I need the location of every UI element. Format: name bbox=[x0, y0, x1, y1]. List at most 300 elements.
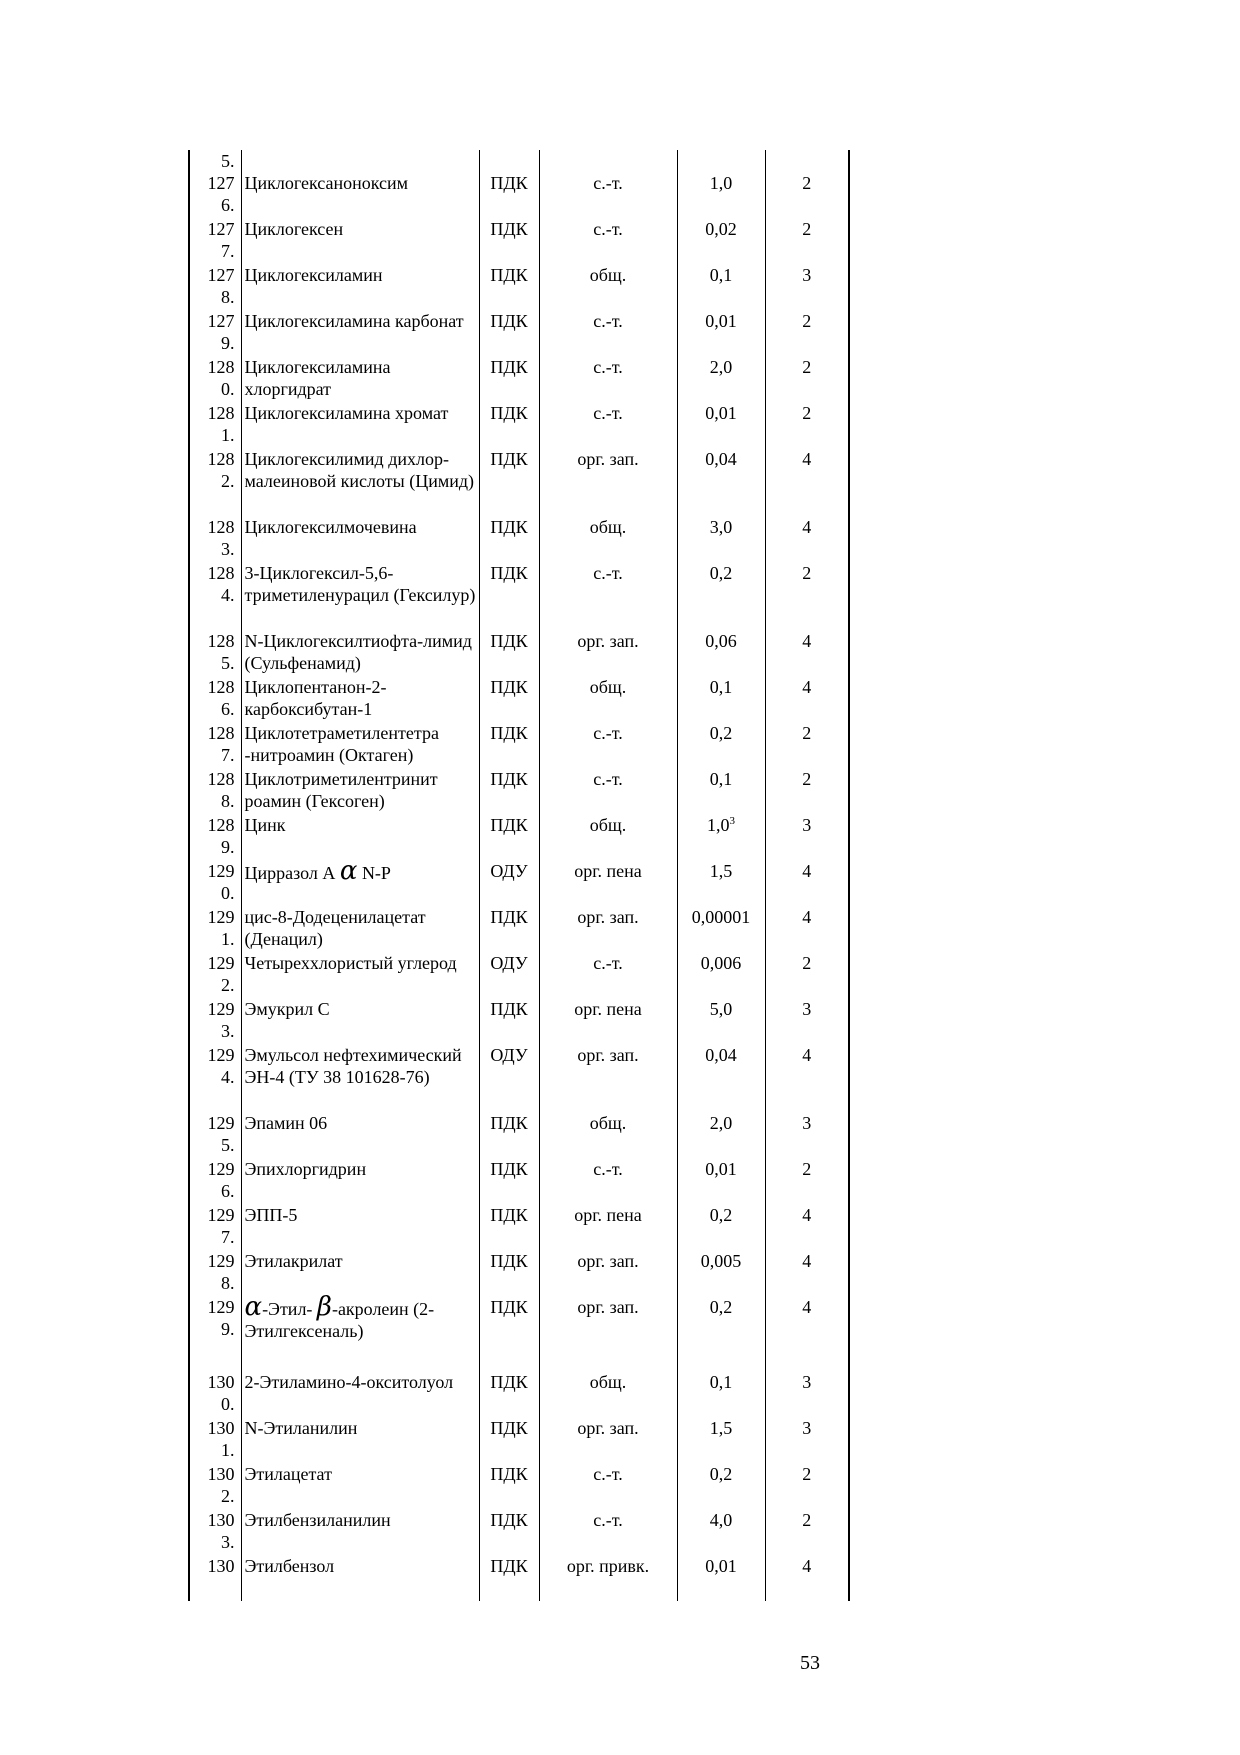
concentration-value bbox=[677, 1371, 765, 1417]
table-row bbox=[189, 998, 849, 1044]
norm-type bbox=[479, 264, 539, 310]
concentration-value-text: 0,2 bbox=[709, 1297, 733, 1317]
substance-name bbox=[241, 1250, 479, 1296]
greek-beta: β bbox=[316, 1292, 332, 1322]
table-row bbox=[189, 264, 849, 310]
substance-name bbox=[241, 310, 479, 356]
substance-name-text: 3-Циклогексил-5,6-триметиленурацил (Гексилур) bbox=[244, 563, 476, 605]
limiting-indicator bbox=[539, 1158, 677, 1204]
limiting-indicator-text: орг. зап. bbox=[577, 1418, 639, 1438]
norm-type-text: ПДК bbox=[490, 449, 528, 469]
row-number-part1: 128 bbox=[207, 403, 235, 423]
substance-name bbox=[241, 1158, 479, 1204]
row-number-cell bbox=[189, 218, 241, 264]
substance-name bbox=[241, 952, 479, 998]
substance-name bbox=[241, 1371, 479, 1417]
hazard-class-text: 4 bbox=[802, 1297, 812, 1317]
row-number-cell bbox=[189, 1555, 241, 1601]
substance-name-text: Циклогексиламин bbox=[244, 265, 383, 285]
greek-alpha: α bbox=[339, 856, 358, 886]
hazard-class-text: 4 bbox=[802, 517, 812, 537]
hazard-class-text: 2 bbox=[802, 1464, 812, 1484]
row-number-cell bbox=[189, 1417, 241, 1463]
row-number-cell bbox=[189, 722, 241, 768]
row-number-part1: 128 bbox=[207, 517, 235, 537]
substance-name bbox=[241, 856, 479, 906]
substance-name-text: Этилбензиланилин bbox=[244, 1510, 391, 1530]
table-row bbox=[189, 356, 849, 402]
norm-type bbox=[479, 356, 539, 402]
concentration-value bbox=[677, 722, 765, 768]
hazard-class-text: 2 bbox=[802, 173, 812, 193]
substance-name-text: N-Циклогексилтиофта-лимид (Сульфенамид) bbox=[244, 631, 472, 673]
norm-type bbox=[479, 860, 539, 906]
row-number-part1: 128 bbox=[207, 357, 235, 377]
substance-name bbox=[241, 402, 479, 448]
norm-type-text: ОДУ bbox=[490, 953, 528, 973]
row-number-part1: 128 bbox=[207, 769, 235, 789]
limiting-indicator bbox=[539, 860, 677, 906]
limiting-indicator-text: с.-т. bbox=[593, 311, 623, 331]
norm-type-text: ПДК bbox=[490, 815, 528, 835]
concentration-value bbox=[677, 906, 765, 952]
norm-type bbox=[479, 676, 539, 722]
norm-type-text: ПДК bbox=[490, 403, 528, 423]
hazard-class-text: 4 bbox=[802, 907, 812, 927]
hazard-class-text: 4 bbox=[802, 677, 812, 697]
row-number-part1: 129 bbox=[207, 907, 235, 927]
hazard-class-text: 2 bbox=[802, 311, 812, 331]
substance-name-part: Цирразол А bbox=[244, 863, 340, 883]
hazard-class bbox=[765, 1555, 849, 1601]
concentration-value-text: 0,2 bbox=[709, 723, 733, 743]
norm-type-text: ОДУ bbox=[490, 1045, 528, 1065]
row-number-cell bbox=[189, 1296, 241, 1371]
concentration-value bbox=[677, 1204, 765, 1250]
norm-type bbox=[479, 1417, 539, 1463]
row-number-part1: 129 bbox=[207, 1297, 235, 1317]
substance-name bbox=[241, 676, 479, 722]
row-number-part2: 0. bbox=[221, 379, 235, 399]
row-number-part2: 8. bbox=[221, 1273, 235, 1293]
hazard-class-text: 2 bbox=[802, 1510, 812, 1530]
norm-type bbox=[479, 1371, 539, 1417]
substance-name bbox=[241, 768, 479, 814]
limiting-indicator-text: с.-т. bbox=[593, 1464, 623, 1484]
concentration-value bbox=[677, 516, 765, 562]
row-number-cell bbox=[189, 402, 241, 448]
row-number-part1: 129 bbox=[207, 1251, 235, 1271]
limiting-indicator-text: орг. привк. bbox=[566, 1556, 650, 1576]
table-row bbox=[189, 1112, 849, 1158]
norm-type-text: ПДК bbox=[490, 1297, 528, 1317]
row-number-cell bbox=[189, 1250, 241, 1296]
concentration-value bbox=[677, 814, 765, 860]
limiting-indicator bbox=[539, 310, 677, 356]
concentration-value bbox=[677, 264, 765, 310]
substance-name-text: Четыреххлористый углерод bbox=[244, 953, 457, 973]
concentration-value-text: 0,02 bbox=[705, 219, 737, 239]
row-number-part1: 129 bbox=[207, 861, 235, 881]
norm-type-text: ПДК bbox=[490, 1159, 528, 1179]
limiting-indicator-text: общ. bbox=[589, 265, 627, 285]
limiting-indicator bbox=[539, 1112, 677, 1158]
concentration-value-text: 0,1 bbox=[709, 1372, 733, 1392]
substance-name-text: Эпихлоргидрин bbox=[244, 1159, 367, 1179]
hazard-class-text: 4 bbox=[802, 1556, 812, 1576]
norm-type bbox=[479, 906, 539, 952]
norm-type bbox=[479, 1044, 539, 1112]
substance-name bbox=[241, 722, 479, 768]
table-row bbox=[189, 722, 849, 768]
substance-name bbox=[241, 1509, 479, 1555]
hazard-class bbox=[765, 264, 849, 310]
concentration-value-text: 0,2 bbox=[709, 563, 733, 583]
row-number-part1: 129 bbox=[207, 1205, 235, 1225]
norm-type-text: ПДК bbox=[490, 517, 528, 537]
norm-type-text: ПДК bbox=[490, 1418, 528, 1438]
limiting-indicator-text: общ. bbox=[589, 517, 627, 537]
substance-name-text: Циклопентанон-2-карбоксибутан-1 bbox=[244, 677, 387, 719]
limiting-indicator bbox=[539, 448, 677, 516]
limiting-indicator bbox=[539, 814, 677, 860]
hazard-class bbox=[765, 860, 849, 906]
row-number-part2: 9. bbox=[221, 837, 235, 857]
norm-type-text: ПДК bbox=[490, 563, 528, 583]
limiting-indicator bbox=[539, 1296, 677, 1371]
row-number-part1: 129 bbox=[207, 1045, 235, 1065]
norm-type bbox=[479, 1250, 539, 1296]
row-number-part2: 2. bbox=[221, 1486, 235, 1506]
substance-name bbox=[241, 1292, 479, 1371]
norm-type bbox=[479, 1112, 539, 1158]
norm-type-text: ПДК bbox=[490, 723, 528, 743]
hazard-class-text: 3 bbox=[802, 999, 812, 1019]
hazard-class bbox=[765, 676, 849, 722]
substance-name bbox=[241, 998, 479, 1044]
hazard-class bbox=[765, 952, 849, 998]
concentration-value bbox=[677, 356, 765, 402]
row-number-part1: 128 bbox=[207, 723, 235, 743]
concentration-value bbox=[677, 448, 765, 516]
row-number-cell bbox=[189, 630, 241, 676]
limiting-indicator bbox=[539, 1250, 677, 1296]
limiting-indicator-text: с.-т. bbox=[593, 403, 623, 423]
substance-name-text: Этилбензол bbox=[244, 1556, 335, 1576]
row-number-cell bbox=[189, 1044, 241, 1112]
substance-name-text: Циклогексаноноксим bbox=[244, 173, 409, 193]
limiting-indicator-text: орг. пена bbox=[574, 999, 642, 1019]
norm-type-text: ПДК bbox=[490, 357, 528, 377]
concentration-value bbox=[677, 150, 765, 218]
limiting-indicator-text: орг. зап. bbox=[577, 1251, 639, 1271]
row-number-cell bbox=[189, 516, 241, 562]
row-number-part1: 129 bbox=[207, 953, 235, 973]
limiting-indicator-text: с.-т. bbox=[593, 1510, 623, 1530]
substance-name bbox=[241, 562, 479, 630]
limiting-indicator bbox=[539, 768, 677, 814]
limiting-indicator-text: с.-т. bbox=[593, 769, 623, 789]
hazard-class-text: 2 bbox=[802, 769, 812, 789]
row-number-part2: 7. bbox=[221, 1227, 235, 1247]
substance-name-text: Этилакрилат bbox=[244, 1251, 343, 1271]
concentration-value bbox=[677, 1250, 765, 1296]
concentration-value bbox=[677, 860, 765, 906]
norm-type bbox=[479, 1555, 539, 1601]
norm-type bbox=[479, 1296, 539, 1371]
concentration-value-text: 0,1 bbox=[709, 769, 733, 789]
row-number-part2: 6. bbox=[221, 195, 235, 215]
row-number-cell bbox=[189, 1204, 241, 1250]
substance-name-text: 2-Этиламино-4-окситолуол bbox=[244, 1372, 454, 1392]
substance-name-text: Эпамин 06 bbox=[244, 1113, 328, 1133]
substance-name bbox=[241, 630, 479, 676]
norm-type bbox=[479, 722, 539, 768]
norm-type bbox=[479, 402, 539, 448]
row-number-part1: 129 bbox=[207, 999, 235, 1019]
substances-table bbox=[188, 150, 850, 1601]
hazard-class bbox=[765, 630, 849, 676]
table-row bbox=[189, 768, 849, 814]
row-number-part1: 130 bbox=[207, 1510, 235, 1530]
substance-name bbox=[241, 1463, 479, 1509]
norm-type-text: ПДК bbox=[490, 677, 528, 697]
row-number-part1: 127 bbox=[207, 265, 235, 285]
hazard-class-text: 2 bbox=[802, 723, 812, 743]
norm-type-text: ПДК bbox=[490, 1205, 528, 1225]
concentration-value bbox=[677, 952, 765, 998]
norm-type-text: ПДК bbox=[490, 1464, 528, 1484]
concentration-value-text: 2,0 bbox=[709, 1113, 733, 1133]
row-number-part1: 128 bbox=[207, 815, 235, 835]
limiting-indicator-text: орг. зап. bbox=[577, 1045, 639, 1065]
limiting-indicator-text: с.-т. bbox=[593, 953, 623, 973]
row-number-part2: 7. bbox=[221, 745, 235, 765]
norm-type bbox=[479, 150, 539, 218]
substance-name bbox=[241, 356, 479, 402]
row-number-cell bbox=[189, 1112, 241, 1158]
row-number-cell bbox=[189, 676, 241, 722]
concentration-value-text: 0,005 bbox=[700, 1251, 742, 1271]
limiting-indicator-text: с.-т. bbox=[593, 1159, 623, 1179]
row-number-cell bbox=[189, 356, 241, 402]
row-number-part2: 5. bbox=[221, 653, 235, 673]
concentration-value bbox=[677, 1158, 765, 1204]
substance-name bbox=[241, 264, 479, 310]
concentration-value-text: 0,01 bbox=[705, 1159, 737, 1179]
hazard-class-text: 3 bbox=[802, 265, 812, 285]
row-number-cell bbox=[189, 264, 241, 310]
row-number-part1: 127 bbox=[207, 173, 235, 193]
substance-name-text: Циклотетраметилентетра -нитроамин (Октаген) bbox=[244, 723, 439, 765]
substance-name-text: Циклогексен bbox=[244, 219, 344, 239]
concentration-value bbox=[677, 1296, 765, 1371]
substance-name-text: Цинк bbox=[244, 815, 286, 835]
hazard-class bbox=[765, 356, 849, 402]
row-number-part2: 6. bbox=[221, 699, 235, 719]
limiting-indicator bbox=[539, 402, 677, 448]
concentration-value-text: 1,5 bbox=[709, 1418, 733, 1438]
limiting-indicator-text: общ. bbox=[589, 677, 627, 697]
row-number-part1: 129 bbox=[207, 1113, 235, 1133]
table-row bbox=[189, 952, 849, 998]
table-row bbox=[189, 1417, 849, 1463]
concentration-value-text: 0,04 bbox=[705, 449, 737, 469]
norm-type-text: ПДК bbox=[490, 999, 528, 1019]
row-number-part2: 8. bbox=[221, 791, 235, 811]
hazard-class-text: 2 bbox=[802, 953, 812, 973]
hazard-class-text: 2 bbox=[802, 1159, 812, 1179]
row-number-tail-prev: 5. bbox=[221, 151, 235, 171]
concentration-value-text: 0,01 bbox=[705, 1556, 737, 1576]
substance-name bbox=[241, 218, 479, 264]
limiting-indicator-text: с.-т. bbox=[593, 173, 623, 193]
row-number-part2: 7. bbox=[221, 241, 235, 261]
concentration-value-text: 3,0 bbox=[709, 517, 733, 537]
concentration-value-text: 0,2 bbox=[709, 1205, 733, 1225]
concentration-value bbox=[677, 768, 765, 814]
substance-name-text: ЭПП-5 bbox=[244, 1205, 298, 1225]
row-number-part2: 8. bbox=[221, 287, 235, 307]
row-number-cell bbox=[189, 906, 241, 952]
limiting-indicator-text: с.-т. bbox=[593, 357, 623, 377]
norm-type bbox=[479, 516, 539, 562]
row-number-part2: 9. bbox=[221, 333, 235, 353]
table-row bbox=[189, 402, 849, 448]
value-superscript: 3 bbox=[729, 815, 735, 827]
concentration-value-text: 4,0 bbox=[709, 1510, 733, 1530]
norm-type bbox=[479, 952, 539, 998]
concentration-value bbox=[677, 1044, 765, 1112]
table-row bbox=[189, 1463, 849, 1509]
norm-type-text: ПДК bbox=[490, 173, 528, 193]
substance-name bbox=[241, 1204, 479, 1250]
concentration-value-text: 0,01 bbox=[705, 311, 737, 331]
hazard-class-text: 4 bbox=[802, 449, 812, 469]
concentration-value bbox=[677, 630, 765, 676]
hazard-class bbox=[765, 1158, 849, 1204]
page-number: 53 bbox=[800, 1652, 820, 1674]
limiting-indicator bbox=[539, 356, 677, 402]
concentration-value bbox=[677, 1555, 765, 1601]
hazard-class bbox=[765, 1204, 849, 1250]
hazard-class bbox=[765, 722, 849, 768]
row-number-part1: 128 bbox=[207, 563, 235, 583]
row-number-part1: 127 bbox=[207, 219, 235, 239]
limiting-indicator-text: орг. пена bbox=[574, 1205, 642, 1225]
row-number-cell bbox=[189, 1463, 241, 1509]
limiting-indicator bbox=[539, 906, 677, 952]
limiting-indicator bbox=[539, 952, 677, 998]
row-number-part1: 128 bbox=[207, 677, 235, 697]
hazard-class-text: 3 bbox=[802, 1113, 812, 1133]
limiting-indicator bbox=[539, 998, 677, 1044]
concentration-value-text: 1,0 bbox=[709, 173, 733, 193]
row-number-part2: 9. bbox=[221, 1319, 235, 1339]
norm-type bbox=[479, 814, 539, 860]
row-number-part2: 3. bbox=[221, 1532, 235, 1552]
row-number-part1: 128 bbox=[207, 631, 235, 651]
norm-type bbox=[479, 218, 539, 264]
hazard-class-text: 4 bbox=[802, 631, 812, 651]
concentration-value bbox=[677, 402, 765, 448]
hazard-class bbox=[765, 1371, 849, 1417]
limiting-indicator bbox=[539, 1509, 677, 1555]
norm-type bbox=[479, 1509, 539, 1555]
row-number-cell bbox=[189, 310, 241, 356]
concentration-value bbox=[677, 1509, 765, 1555]
hazard-class bbox=[765, 1296, 849, 1371]
substance-name bbox=[241, 1417, 479, 1463]
row-number-cell bbox=[189, 1371, 241, 1417]
norm-type bbox=[479, 448, 539, 516]
substance-name-text: Эмульсол нефтехимический ЭН-4 (ТУ 38 101628-76) bbox=[244, 1045, 462, 1087]
limiting-indicator bbox=[539, 264, 677, 310]
row-number-cell bbox=[189, 860, 241, 906]
row-number-part2: 5. bbox=[221, 1135, 235, 1155]
table-row bbox=[189, 516, 849, 562]
row-number-part2: 2. bbox=[221, 975, 235, 995]
norm-type bbox=[479, 768, 539, 814]
substance-name-text: Циклогексиламина хлоргидрат bbox=[244, 357, 391, 399]
norm-type-text: ПДК bbox=[490, 311, 528, 331]
concentration-value-text: 0,006 bbox=[700, 953, 742, 973]
substance-name-text: цис-8-Додеценилацетат (Денацил) bbox=[244, 907, 426, 949]
concentration-value-text: 1,5 bbox=[709, 861, 733, 881]
substance-name-part: Этилгексеналь) bbox=[244, 1321, 364, 1341]
norm-type bbox=[479, 1158, 539, 1204]
norm-type bbox=[479, 1204, 539, 1250]
hazard-class-text: 2 bbox=[802, 403, 812, 423]
hazard-class bbox=[765, 218, 849, 264]
row-number-part1: 130 bbox=[207, 1556, 235, 1576]
limiting-indicator-text: орг. зап. bbox=[577, 1297, 639, 1317]
hazard-class bbox=[765, 1044, 849, 1112]
limiting-indicator bbox=[539, 1371, 677, 1417]
table-row bbox=[189, 1204, 849, 1250]
row-number-cell bbox=[189, 814, 241, 860]
row-number-cell bbox=[189, 1158, 241, 1204]
hazard-class bbox=[765, 998, 849, 1044]
table-body bbox=[189, 150, 849, 1601]
table-row bbox=[189, 150, 849, 218]
limiting-indicator bbox=[539, 722, 677, 768]
limiting-indicator-text: орг. зап. bbox=[577, 907, 639, 927]
substance-name-text: Этилацетат bbox=[244, 1464, 332, 1484]
concentration-value bbox=[677, 676, 765, 722]
row-number-part2: 1. bbox=[221, 929, 235, 949]
norm-type-text: ПДК bbox=[490, 1372, 528, 1392]
row-number-cell bbox=[189, 562, 241, 630]
norm-type-text: ПДК bbox=[490, 907, 528, 927]
table-row bbox=[189, 448, 849, 516]
substance-name bbox=[241, 1044, 479, 1112]
limiting-indicator bbox=[539, 1463, 677, 1509]
hazard-class bbox=[765, 310, 849, 356]
norm-type bbox=[479, 630, 539, 676]
limiting-indicator-text: общ. bbox=[589, 1113, 627, 1133]
concentration-value-text: 1,0 bbox=[707, 815, 730, 835]
limiting-indicator bbox=[539, 1044, 677, 1112]
concentration-value bbox=[677, 218, 765, 264]
table-row bbox=[189, 1509, 849, 1555]
substance-name-text: Циклогексиламина хромат bbox=[244, 403, 449, 423]
concentration-value bbox=[677, 1463, 765, 1509]
greek-alpha: α bbox=[244, 1292, 263, 1322]
norm-type-text: ПДК bbox=[490, 1510, 528, 1530]
table-row bbox=[189, 906, 849, 952]
concentration-value-text: 0,06 bbox=[705, 631, 737, 651]
